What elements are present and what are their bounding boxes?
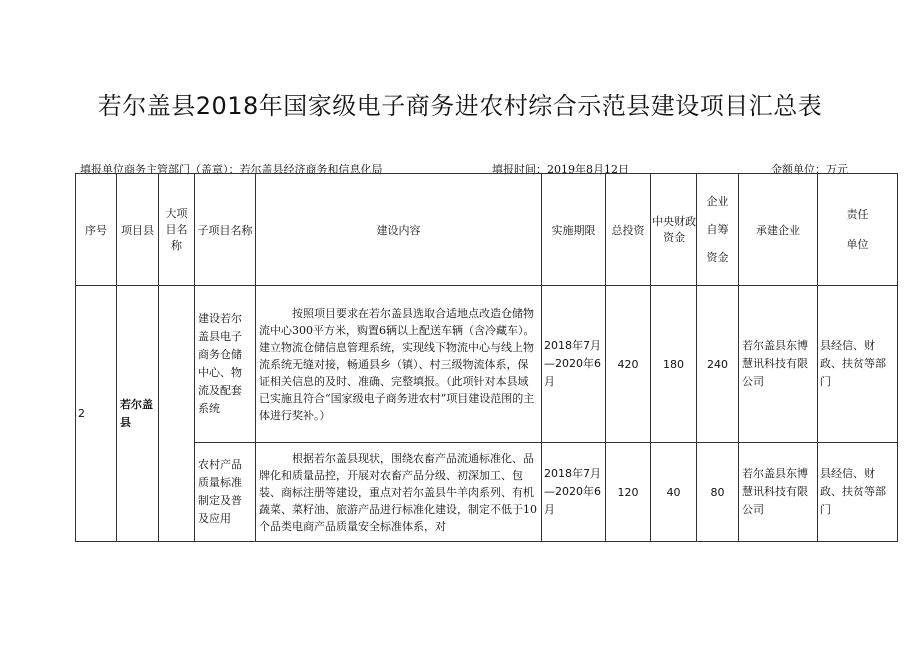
row-self: 80 xyxy=(697,443,739,542)
row-sub-project: 农村产品质量标准制定及普及应用 xyxy=(195,443,256,542)
header-self-funds: 企业自筹资金 xyxy=(697,174,739,286)
row-total: 420 xyxy=(606,286,651,443)
row-central: 40 xyxy=(651,443,697,542)
row-central: 180 xyxy=(651,286,697,443)
report-date: 填报时间：2019年8月12日 xyxy=(492,163,629,176)
row-period: 2018年7月—2020年6月 xyxy=(542,443,606,542)
row-total: 120 xyxy=(606,443,651,542)
filler-unit: 填报单位商务主管部门（盖章）：若尔盖县经济商务和信息化局 xyxy=(80,163,383,176)
header-seq: 序号 xyxy=(76,174,117,286)
header-company: 承建企业 xyxy=(739,174,818,286)
row-content: 根据若尔盖县现状，围绕农畜产品流通标准化、品牌化和质量品控，开展对农畜产品分级、初深加工、包装、商标注册等建设，重点对若尔盖县牛羊肉系列、有机蔬菜、菜籽油、旅游产品进行标准化建设，制定不低于10个品类电商产品质量安全标准体系，对 xyxy=(256,443,542,542)
header-content: 建设内容 xyxy=(256,174,542,286)
header-major-project: 大项目名称 xyxy=(159,174,195,286)
header-total: 总投资 xyxy=(606,174,651,286)
row-period: 2018年7月—2020年6月 xyxy=(542,286,606,443)
row-county: 若尔盖县 xyxy=(117,286,159,542)
row-company: 若尔盖县东博慧讯科技有限公司 xyxy=(739,443,818,542)
page-title: 若尔盖县2018年国家级电子商务进农村综合示范县建设项目汇总表 xyxy=(97,92,823,120)
header-responsible: 责任单位 xyxy=(818,174,898,286)
row-responsible: 县经信、财政、扶贫等部门 xyxy=(818,443,898,542)
table-row xyxy=(76,443,898,542)
header-row xyxy=(76,174,898,286)
row-company: 若尔盖县东博慧讯科技有限公司 xyxy=(739,286,818,443)
row-self: 240 xyxy=(697,286,739,443)
row-responsible: 县经信、财政、扶贫等部门 xyxy=(818,286,898,443)
header-sub-project: 子项目名称 xyxy=(195,174,256,286)
header-period: 实施期限 xyxy=(542,174,606,286)
row-major-project xyxy=(159,286,195,542)
table-row xyxy=(76,286,898,443)
summary-table xyxy=(75,173,898,542)
row-seq: 2 xyxy=(76,286,117,542)
row-sub-project: 建设若尔盖县电子商务仓储中心、物流及配套系统 xyxy=(195,286,256,443)
row-content: 按照项目要求在若尔盖县选取合适地点改造仓储物流中心300平方米，购置6辆以上配送车辆（含冷藏车）。建立物流仓储信息管理系统，实现线下物流中心与线上物流系统无缝对接，畅通县乡（镇）、村三级物流体系，保证相关信息的及时、准确、完整填报。（此项针对本县域已实施且符合“国家级电子商务进农村”项目建设范围的主体进行奖补。） xyxy=(256,286,542,443)
amount-unit: 金额单位：万元 xyxy=(771,163,848,176)
header-county: 项目县 xyxy=(117,174,159,286)
header-central-funds: 中央财政资金 xyxy=(651,174,697,286)
